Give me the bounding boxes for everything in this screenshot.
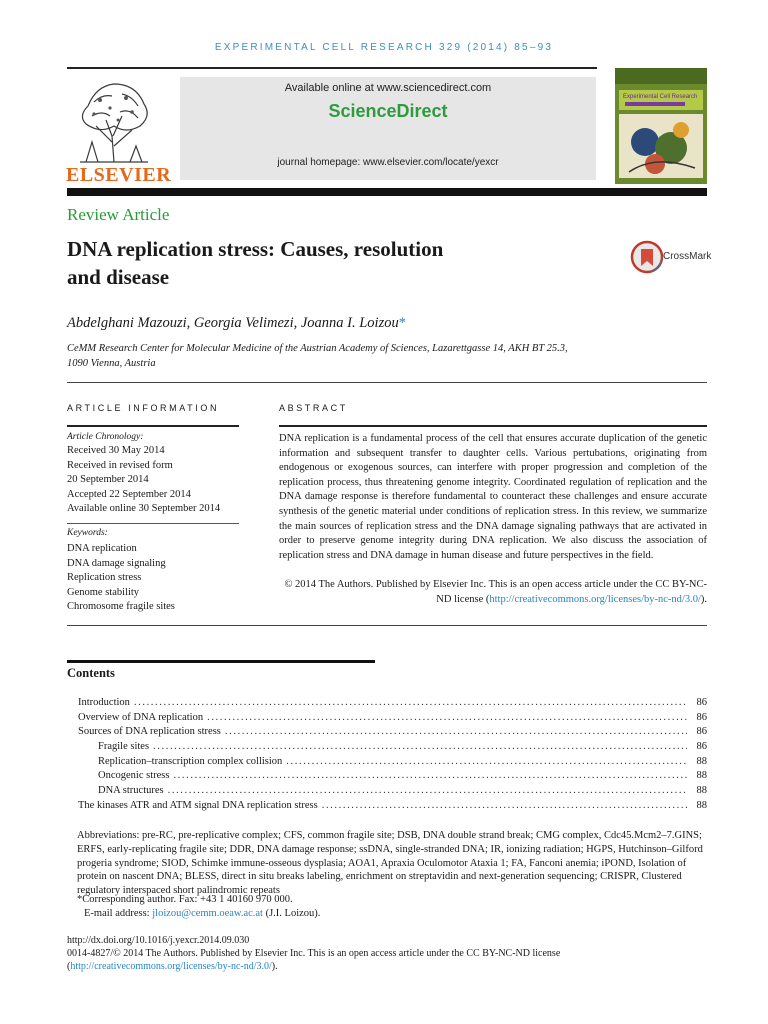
author-list [67, 315, 406, 332]
toc-entry[interactable] [67, 712, 707, 727]
toc-entry-title[interactable]: The kinases ATR and ATM signal DNA replication stress [78, 799, 318, 811]
available-online-text[interactable]: Available online at www.sciencedirect.com [284, 82, 492, 94]
copyright-suffix: ). [700, 593, 707, 605]
toc-entry-page[interactable]: 86 [696, 741, 707, 753]
author-names: Abdelghani Mazouzi, Georgia Velimezi, Joanna I. Loizou [67, 315, 399, 331]
toc-entry[interactable] [67, 697, 707, 712]
article-type-label: Review Article [67, 205, 170, 224]
toc-entry-page[interactable]: 88 [696, 799, 707, 811]
footer-license-link[interactable]: http://creativecommons.org/licenses/by-nc-nd/3.0/ [70, 960, 272, 972]
article-info-rule [67, 425, 239, 427]
toc-entry-page[interactable]: 88 [696, 785, 707, 797]
toc-entry-page[interactable]: 88 [696, 770, 707, 782]
abstract-copyright [279, 578, 707, 607]
email-line [77, 907, 707, 921]
affiliation-line-2: 1090 Vienna, Austria [67, 357, 156, 369]
copyright-line-2 [279, 593, 707, 608]
publisher-logo-text: ELSEVIER [66, 164, 172, 186]
affiliation-line-1: CeMM Research Center for Molecular Medicine of the Austrian Academy of Sciences, Lazarettgasse 14, AKH BT 25.3, [67, 343, 568, 354]
license-link[interactable]: http://creativecommons.org/licenses/by-nc-nd/3.0/ [489, 593, 701, 605]
journal-homepage-link[interactable]: journal homepage: www.elsevier.com/locate/yexcr [277, 157, 499, 168]
contents-rule [67, 660, 375, 663]
article-title-line-1: DNA replication stress: Causes, resolution [67, 237, 444, 261]
toc-entry[interactable] [67, 785, 707, 800]
abstract-rule [279, 425, 707, 427]
keywords-list [67, 542, 239, 615]
contents-heading: Contents [67, 666, 115, 680]
email-suffix: (J.I. Loizou). [262, 907, 321, 919]
article-title-line-2: and disease [67, 265, 170, 289]
chronology-item: Available online 30 September 2014 [67, 503, 221, 515]
toc-entry[interactable] [67, 800, 707, 815]
toc-entry-page[interactable]: 86 [696, 697, 707, 708]
journal-citation: EXPERIMENTAL CELL RESEARCH 329 (2014) 85–93 [214, 42, 554, 53]
copyright-line-1: © 2014 The Authors. Published by Elsevier Inc. This is an open access article under the CC BY-NC- [284, 579, 707, 590]
toc-entry[interactable] [67, 756, 707, 771]
table-of-contents [67, 697, 707, 815]
chronology-list [67, 444, 239, 517]
keyword-item: Chromosome fragile sites [67, 601, 175, 613]
copyright-prefix: ND license ( [436, 593, 490, 605]
toc-entry[interactable] [67, 726, 707, 741]
affiliation [67, 342, 627, 371]
abbreviations-footnote [67, 829, 707, 898]
keywords-rule [67, 523, 239, 524]
chronology-item: 20 September 2014 [67, 474, 149, 486]
issn-line: 0014-4827/© 2014 The Authors. Published by Elsevier Inc. This is an open access article under the CC BY-NC-ND license [67, 947, 561, 959]
section-rule [67, 382, 707, 383]
toc-entry-title[interactable]: DNA structures [98, 785, 164, 797]
chronology-item: Accepted 22 September 2014 [67, 488, 191, 500]
toc-entry-page[interactable]: 86 [696, 711, 707, 723]
article-title [67, 235, 587, 291]
cover-title: Experimental Cell Research [623, 94, 698, 100]
article-information-heading: ARTICLE INFORMATION [67, 403, 220, 413]
chronology-heading: Article Chronology: [67, 432, 144, 442]
toc-entry-page[interactable]: 88 [696, 755, 707, 767]
keyword-item: Replication stress [67, 572, 142, 584]
crossmark-label[interactable]: CrossMark [663, 251, 712, 262]
chronology-item: Received in revised form [67, 459, 173, 471]
toc-entry-page[interactable]: 86 [696, 726, 707, 738]
corresponding-author-text: *Corresponding author. Fax: +43 1 40160 970 000. [77, 894, 293, 905]
keywords-heading: Keywords: [67, 528, 108, 538]
section-rule [67, 625, 707, 626]
license-line [67, 961, 707, 974]
toc-entry[interactable] [67, 741, 707, 756]
keyword-item: DNA replication [67, 543, 137, 554]
license-suffix: ). [271, 960, 278, 972]
keyword-item: Genome stability [67, 586, 140, 598]
toc-entry-title[interactable]: Oncogenic stress [98, 770, 170, 782]
chronology-item: Received 30 May 2014 [67, 445, 165, 456]
license-prefix: ( [67, 960, 71, 972]
sciencedirect-logo[interactable]: ScienceDirect [328, 101, 448, 121]
corresponding-author-marker[interactable]: * [398, 315, 406, 331]
toc-entry[interactable] [67, 770, 707, 785]
email-label: E-mail address: [84, 907, 153, 919]
toc-entry-title[interactable]: Replication–transcription complex collision [98, 755, 283, 767]
header-rule [67, 67, 597, 69]
abbreviations-text: Abbreviations: pre-RC, pre-replicative complex; CFS, common fragile site; DSB, DNA double strand break; CMG complex, Cdc45.Mcm2–7.GINS; ERFS, early-replicating fragile site; DDR, DNA damage response; ssDNA, single-stranded DNA; IR, ionizing radiation; HGPS, Hutchinson–Gilford progeria syndrome; SIOD, Schimke immune-osseous dysplasia; AOA1, Apraxia Oculomotor Ataxia 1; FA, Fanconi anemia; iPOND, Isolation of protein on nascent DNA; BLESS, direct in situ breaks labeling, enrichment on streptavidin and next-generation sequencing; CRISPR, Clustered regulatory interspaced short palindromic repeats [77, 830, 703, 897]
abstract-heading: ABSTRACT [279, 403, 348, 413]
keyword-item: DNA damage signaling [67, 557, 166, 569]
toc-entry-title[interactable]: Introduction [78, 697, 130, 708]
toc-entry-title[interactable]: Overview of DNA replication [78, 711, 204, 723]
abstract-text: DNA replication is a fundamental process of the cell that ensures accurate duplication of the genetic information and subsequent transfer to daughter cells. Various pertubations, originating from endogenous or exogenous sources, can interfere with proper progression and completion of the replication process, thus threatening genome integrity. Coordinated regulation of replication and the DNA damage response is therefore fundamental to counteract these challenges and ensure accurate synthesis of the genetic material under conditions of replication stress. In this review, we summarize the main sources of replication stress and the DNA damage signaling pathways that are activated in order to preserve genome integrity during DNA replication. We also discuss the association of replication stress and DNA damage in human disease and future perspectives in the field. [279, 433, 707, 561]
corresponding-author-footnote [67, 893, 707, 920]
journal-cover-image [615, 68, 707, 184]
page-footer [67, 935, 707, 973]
toc-entry-title[interactable]: Fragile sites [98, 741, 150, 753]
toc-entry-title[interactable]: Sources of DNA replication stress [78, 726, 221, 738]
doi-link[interactable]: http://dx.doi.org/10.1016/j.yexcr.2014.09.030 [67, 935, 250, 946]
email-link[interactable]: jloizou@cemm.oeaw.ac.at [152, 907, 263, 919]
header-bar [67, 188, 707, 196]
